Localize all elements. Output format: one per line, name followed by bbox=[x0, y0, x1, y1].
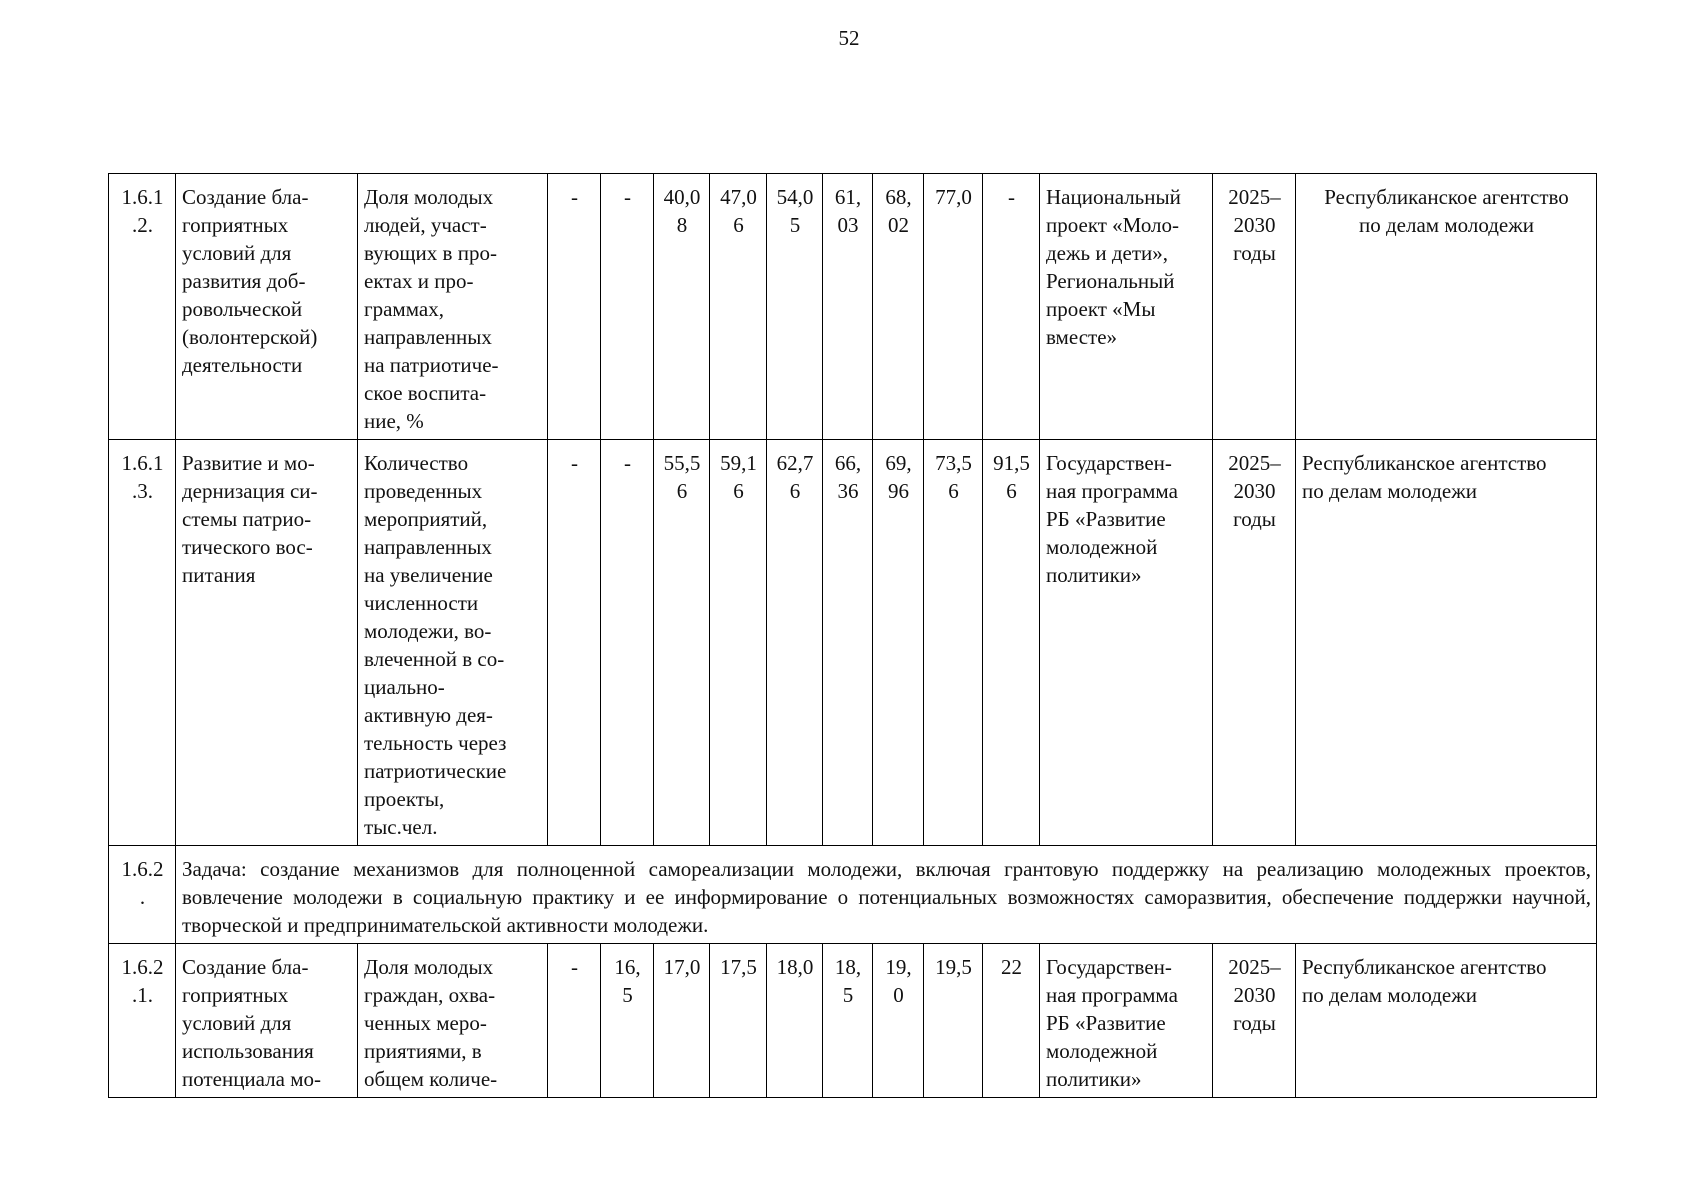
table-row bbox=[109, 944, 1597, 1098]
event-name: Развитие и мо- дернизация си- стемы патрио- тического вос- питания bbox=[176, 440, 358, 846]
value-cell: 91,5 6 bbox=[983, 440, 1040, 846]
value-cell: 66, 36 bbox=[823, 440, 873, 846]
value-cell: 54,0 5 bbox=[767, 174, 823, 440]
indicator-name: Доля молодых граждан, охва- ченных меро- приятиями, в общем количе- bbox=[358, 944, 548, 1098]
row-number: 1.6.1 .2. bbox=[109, 174, 176, 440]
value-cell: - bbox=[983, 174, 1040, 440]
indicators-table bbox=[108, 173, 1597, 1098]
table-row bbox=[109, 174, 1597, 440]
value-cell: 18, 5 bbox=[823, 944, 873, 1098]
period: 2025– 2030 годы bbox=[1213, 174, 1296, 440]
row-number: 1.6.2 .1. bbox=[109, 944, 176, 1098]
executor: Республиканское агентство по делам молодежи bbox=[1296, 174, 1597, 440]
indicator-name: Доля молодых людей, участ- вующих в про- ектах и про- граммах, направленных на патриотиче- ское воспита- ние, % bbox=[358, 174, 548, 440]
value-cell: - bbox=[601, 174, 654, 440]
task-row bbox=[109, 846, 1597, 944]
event-name: Создание бла- гоприятных условий для использования потенциала мо- bbox=[176, 944, 358, 1098]
value-cell: 47,0 6 bbox=[710, 174, 767, 440]
value-cell: 17,5 bbox=[710, 944, 767, 1098]
value-cell: 69, 96 bbox=[873, 440, 924, 846]
value-cell: 68, 02 bbox=[873, 174, 924, 440]
executor: Республиканское агентство по делам молодежи bbox=[1296, 440, 1597, 846]
value-cell: 19, 0 bbox=[873, 944, 924, 1098]
value-cell: 77,0 bbox=[924, 174, 983, 440]
value-cell: 40,0 8 bbox=[654, 174, 710, 440]
value-cell: 17,0 bbox=[654, 944, 710, 1098]
source-program: Государствен- ная программа РБ «Развитие молодежной политики» bbox=[1040, 944, 1213, 1098]
value-cell: 73,5 6 bbox=[924, 440, 983, 846]
value-cell: - bbox=[548, 440, 601, 846]
task-description: Задача: создание механизмов для полноценной самореализации молодежи, включая грантовую поддержку на реализацию молодежных проектов, вовлечение молодежи в социальную практику и ее информирование о потенциальных возможностях саморазвития, обеспечение поддержки научной, творческой и предпринимательской активности молодежи. bbox=[176, 846, 1597, 944]
row-number: 1.6.2 . bbox=[109, 846, 176, 944]
event-name: Создание бла- гоприятных условий для развития доб- ровольческой (волонтерской) деятельности bbox=[176, 174, 358, 440]
value-cell: - bbox=[548, 944, 601, 1098]
period: 2025– 2030 годы bbox=[1213, 944, 1296, 1098]
executor: Республиканское агентство по делам молодежи bbox=[1296, 944, 1597, 1098]
value-cell: - bbox=[548, 174, 601, 440]
value-cell: 18,0 bbox=[767, 944, 823, 1098]
value-cell: 16, 5 bbox=[601, 944, 654, 1098]
table-row bbox=[109, 440, 1597, 846]
page-number: 52 bbox=[838, 26, 860, 50]
indicator-name: Количество проведенных мероприятий, направленных на увеличение численности молодежи, во- влеченной в со- циально- активную дея- тельность через патриотические проекты, тыс.чел. bbox=[358, 440, 548, 846]
value-cell: 59,1 6 bbox=[710, 440, 767, 846]
value-cell: 61, 03 bbox=[823, 174, 873, 440]
row-number: 1.6.1 .3. bbox=[109, 440, 176, 846]
value-cell: 22 bbox=[983, 944, 1040, 1098]
source-program: Национальный проект «Моло- дежь и дети», Региональный проект «Мы вместе» bbox=[1040, 174, 1213, 440]
value-cell: - bbox=[601, 440, 654, 846]
value-cell: 19,5 bbox=[924, 944, 983, 1098]
source-program: Государствен- ная программа РБ «Развитие молодежной политики» bbox=[1040, 440, 1213, 846]
value-cell: 55,5 6 bbox=[654, 440, 710, 846]
period: 2025– 2030 годы bbox=[1213, 440, 1296, 846]
value-cell: 62,7 6 bbox=[767, 440, 823, 846]
